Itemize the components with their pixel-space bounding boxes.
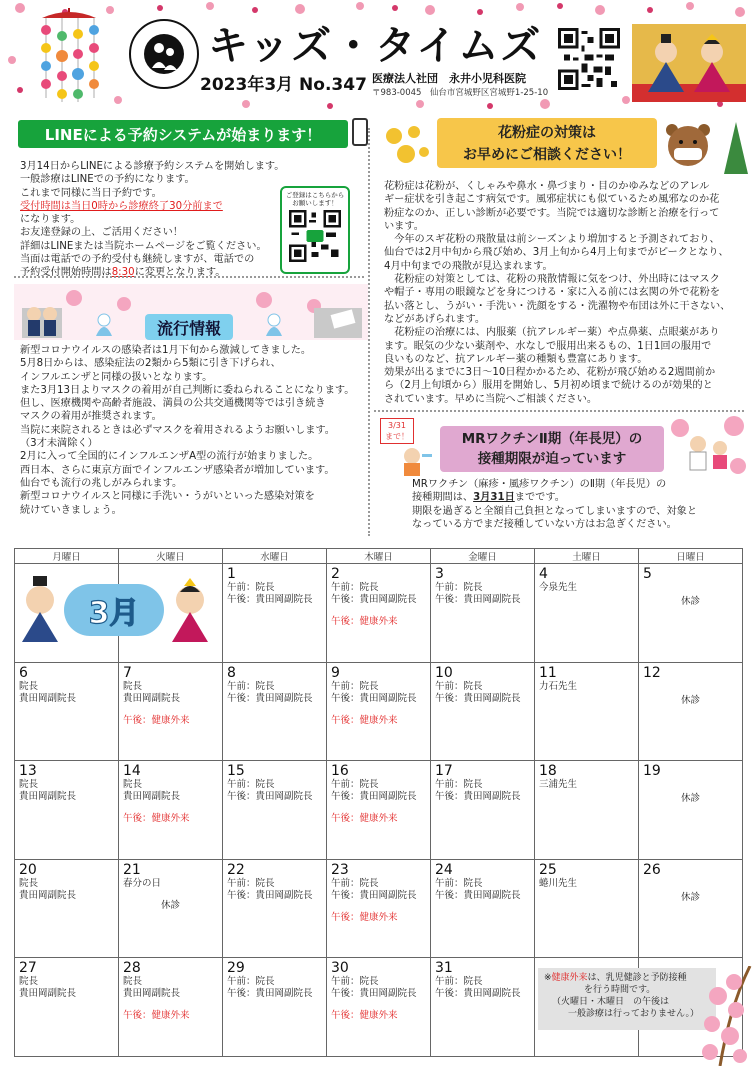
health-clinic-label: 午後：健康外来 [123, 1010, 190, 1022]
calendar-day-cell [535, 564, 639, 663]
calendar-day-cell [535, 761, 639, 860]
schedule-am: 午前：院長 [227, 582, 275, 593]
qr-caption: ご登録はこちらから お願いします！ [285, 191, 345, 207]
schedule-am: 院長 [19, 680, 39, 692]
health-clinic-label: 午後：健康外来 [331, 813, 398, 825]
calendar-day-cell [15, 859, 119, 958]
health-clinic-label: 午後：健康外来 [331, 1010, 398, 1022]
calendar-day-cell [223, 761, 327, 860]
closed-label: 休診 [680, 793, 700, 805]
note-line: を行う時間です。 [584, 985, 656, 995]
day-number: 11 [539, 664, 557, 681]
saturday-doctor: 力石先生 [539, 680, 578, 692]
line-text-line: 3月14日からLINEによる診療予約システムを開始します。 [20, 161, 285, 172]
line-qr-box[interactable] [280, 186, 350, 274]
calendar-day-cell [223, 564, 327, 663]
doctor-injection-illustration [668, 416, 748, 478]
cherry-blossom-illustration [690, 966, 752, 1066]
trend-text-line: 仙台でも流行の兆しがみられます。 [20, 477, 183, 489]
newsletter-title: キッズ・タイムズ [208, 23, 543, 69]
calendar-day-cell [15, 761, 119, 860]
weekday-header: 金曜日 [431, 549, 535, 564]
day-number: 17 [435, 763, 453, 780]
schedule-am: 午前：院長 [435, 877, 483, 889]
weekday-header: 水曜日 [223, 549, 327, 564]
schedule-am: 午前：院長 [435, 680, 483, 692]
month-label: 3月 [88, 596, 140, 631]
schedule-am: 院長 [19, 779, 39, 791]
trend-text-line: 新型コロナウイルスの感染者は1月下旬から激減してきました。 [20, 345, 312, 356]
schedule-am: 午前：院長 [331, 582, 379, 593]
trend-text-line: 当院に来院されるときは必ずマスクを着用されるようお願いします。 [20, 424, 335, 436]
day-number: 19 [643, 763, 661, 780]
calendar-day-cell [431, 859, 535, 958]
day-number: 27 [19, 960, 37, 977]
health-clinic-label: 午後：健康外来 [331, 714, 398, 726]
health-clinic-label: 午後：健康外来 [331, 616, 398, 627]
calendar-day-cell [327, 859, 431, 958]
hay-fever-text-line: ギー症状を引き起こす病気です。風邪症状にも似ているため風邪なのか花 [384, 194, 720, 206]
line-text-line: になります。 [20, 214, 81, 226]
schedule-pm: 午後：貴田岡副院長 [227, 889, 313, 901]
calendar-day-cell [223, 859, 327, 958]
calendar-day-cell [639, 761, 743, 860]
hay-fever-text-line: 4月中旬までの飛散が見込まれます。 [384, 260, 553, 272]
line-text-line: 当面は電話での予約受付も継続しますが、電話での [20, 254, 255, 266]
day-number: 18 [539, 763, 557, 780]
day-number: 5 [643, 566, 652, 582]
note-line: 一般診療は行っておりません。） [568, 1009, 700, 1019]
saturday-doctor: 三浦先生 [539, 779, 578, 791]
mr-period-suffix: までです。 [514, 492, 565, 504]
mr-deadline-date: 3月31日 [473, 492, 515, 504]
hina-dolls-illustration [630, 22, 748, 104]
schedule-am: 午前：院長 [331, 680, 379, 692]
mr-title-line: 接種期限が迫っています [477, 451, 627, 467]
schedule-pm: 貴田岡副院長 [19, 791, 77, 803]
day-number: 16 [331, 763, 349, 780]
trend-text-line: 新型コロナウイルスと同様に手洗い・うがいといった感染対策を [20, 491, 315, 503]
calendar-day-cell [431, 958, 535, 1057]
line-text-line: 一般診療はLINEでの予約になります。 [20, 174, 195, 186]
calendar-day-cell [535, 662, 639, 761]
schedule-pm: 午後：貴田岡副院長 [331, 594, 417, 605]
day-number: 23 [331, 861, 349, 878]
schedule-am: 午前：院長 [331, 779, 379, 791]
day-number: 25 [539, 861, 557, 878]
schedule-pm: 午後：貴田岡副院長 [435, 889, 521, 901]
trend-text-line: 2月に入って全国的にインフルエンザA型の流行が始まりました。 [20, 451, 319, 463]
day-number: 28 [123, 960, 141, 977]
phone-start-suffix: に変更となります。 [134, 267, 226, 279]
hanging-mobile-icon [32, 6, 106, 106]
hay-fever-text-line: 良いものなど、抗アレルギー薬の種類も豊富にあります。 [384, 353, 648, 365]
calendar-day-cell [15, 958, 119, 1057]
day-number: 29 [227, 960, 245, 977]
saturday-doctor: 蜷川先生 [539, 877, 578, 889]
note-text: は、乳児健診と予防接種 [587, 973, 687, 983]
day-number: 7 [123, 664, 132, 681]
schedule-pm: 午後：貴田岡副院長 [331, 791, 417, 803]
schedule-pm: 午後：貴田岡副院長 [227, 594, 313, 605]
schedule-pm: 午後：貴田岡副院長 [331, 988, 417, 1000]
mr-vaccine-text [412, 478, 697, 531]
schedule-pm: 午後：貴田岡副院長 [435, 988, 521, 1000]
mr-text-line [412, 491, 697, 504]
day-number: 1 [227, 566, 236, 582]
line-text-line: お友達登録の上、ご活用ください！ [20, 227, 183, 239]
schedule-pm: 貴田岡副院長 [19, 692, 77, 704]
calendar-week [15, 761, 743, 860]
calendar-day-cell [431, 761, 535, 860]
note-mark: ※ [544, 973, 552, 983]
weekday-header: 月曜日 [15, 549, 119, 564]
hay-fever-text-line: や帽子・専用の眼鏡などを身につける・家に入る前には玄関の外で花粉を [384, 287, 720, 299]
trend-text-line: （3才未満除く） [20, 438, 98, 450]
day-number: 22 [227, 861, 245, 878]
day-number: 31 [435, 960, 453, 977]
line-reservation-text [20, 160, 284, 280]
hay-fever-title-line: 花粉症の対策は [498, 125, 596, 141]
mr-period-label: 接種期間は、 [412, 492, 474, 504]
hay-fever-text-line: 花粉症の治療には、内服薬（抗アレルギー薬）や点鼻薬、点眼薬があり [384, 327, 720, 339]
trend-text-line: また3月13日よりマスクの着用が自己判断に委ねられることになります。 [20, 384, 355, 396]
day-number: 13 [19, 763, 37, 780]
clinic-address: 〒983-0045 仙台市宮城野区宮城野1-25-10 [372, 88, 549, 98]
schedule-am: 午前：院長 [227, 779, 275, 791]
calendar-day-cell [639, 662, 743, 761]
hay-fever-text-line: されています。早めに当院へご相談ください。 [384, 393, 598, 405]
schedule-am: 午前：院長 [435, 976, 483, 988]
column-divider [368, 128, 370, 536]
hay-fever-text-line: ら（2月上旬頃から）服用を開始し、5月初め頃まで続けるのが効果的と [384, 380, 713, 392]
saturday-doctor: 今泉先生 [539, 582, 578, 593]
mr-vaccine-heading [440, 426, 664, 472]
weekday-header: 木曜日 [327, 549, 431, 564]
schedule-am: 院長 [123, 976, 143, 988]
hay-fever-text-line: 粉症なのか、正しい診断が必要です。当院では適切な診断と治療を行って [384, 207, 720, 219]
trend-text-line: 5月8日からは、感染症法の2類から5類に引き下げられ、 [20, 358, 281, 370]
calendar-day-cell [327, 761, 431, 860]
clinic-name: 医療法人社団 永井小児科医院 [372, 72, 526, 85]
schedule-am: 午前：院長 [435, 779, 483, 791]
closed-label: 休診 [680, 891, 700, 903]
pollen-illustration [380, 118, 432, 170]
trend-info-heading: 流行情報 [145, 314, 233, 340]
hay-fever-text-line: ます。眠気の少ない薬剤や、水なしで服用出来るもの、1日1回の服用で [384, 340, 712, 352]
hay-fever-text [384, 180, 730, 406]
health-clinic-label: 午後：健康外来 [331, 911, 398, 923]
mr-text-line: MRワクチン（麻疹・風疹ワクチン）のⅡ期（年長児）の [412, 479, 667, 490]
day-number: 26 [643, 861, 661, 878]
section-divider [374, 410, 744, 412]
schedule-am: 午前：院長 [331, 877, 379, 889]
calendar-day-cell [327, 564, 431, 663]
calendar-day-cell [119, 662, 223, 761]
schedule-am: 院長 [123, 680, 143, 692]
calendar-day-cell [327, 662, 431, 761]
weekday-header: 日曜日 [639, 549, 743, 564]
hay-fever-title-line: お早めにご相談ください！ [463, 147, 631, 163]
phone-start-time: 8:30 [111, 267, 135, 279]
schedule-am: 院長 [123, 779, 143, 791]
calendar-day-cell [223, 662, 327, 761]
section-divider [14, 276, 364, 278]
closed-label: 休診 [680, 694, 700, 706]
reception-hours-highlight: 受付時間は当日0時から診療終了30分前まで [20, 200, 223, 212]
schedule-pm: 午後：貴田岡副院長 [331, 889, 417, 901]
schedule-pm: 貴田岡副院長 [123, 791, 181, 803]
schedule-am: 院長 [19, 877, 39, 889]
day-number: 15 [227, 763, 245, 780]
calendar-day-cell [431, 662, 535, 761]
day-number: 20 [19, 861, 37, 878]
weekday-header: 土曜日 [535, 549, 639, 564]
day-number: 12 [643, 664, 661, 681]
line-qr-code-icon[interactable] [289, 210, 341, 262]
deadline-badge: 3/31 まで！ [380, 418, 414, 444]
hay-fever-text-line: 今年のスギ花粉の飛散量は前シーズンより増加すると予測されており、 [384, 234, 720, 246]
vaccination-kid-illustration [390, 446, 434, 476]
day-number: 3 [435, 566, 444, 582]
day-number: 2 [331, 566, 340, 582]
line-text-line: これまで同様に当日予約です。 [20, 187, 162, 199]
trend-text-line: マスクの着用が推奨されます。 [20, 411, 162, 423]
schedule-pm: 貴田岡副院長 [19, 988, 77, 1000]
weekday-header: 火曜日 [119, 549, 223, 564]
smartphone-icon [352, 118, 368, 146]
calendar-day-cell [119, 958, 223, 1057]
day-number: 30 [331, 960, 349, 977]
line-text-line: 詳細はLINEまたは当院ホームページをご覧ください。 [20, 240, 267, 252]
holiday-name: 春分の日 [123, 877, 162, 889]
issue-number: 2023年3月 No.347 [200, 75, 367, 95]
schedule-pm: 貴田岡副院長 [123, 692, 181, 704]
hay-fever-text-line: 花粉症の対策としては、花粉の飛散情報に気をつけ、外出時にはマスク [384, 274, 720, 286]
calendar-day-cell [119, 859, 223, 958]
health-clinic-label: 午後：健康外来 [123, 813, 190, 825]
weekday-header-row [15, 549, 743, 564]
hay-fever-text-line: 仙台では2月中旬から飛び始め、3月上旬から4月上旬までがピークとなり、 [384, 247, 729, 259]
schedule-pm: 午後：貴田岡副院長 [331, 692, 417, 704]
schedule-pm: 午後：貴田岡副院長 [435, 692, 521, 704]
calendar-day-cell [431, 564, 535, 663]
day-number: 9 [331, 664, 340, 681]
calendar-week [15, 859, 743, 958]
day-number: 10 [435, 664, 453, 681]
mr-text-line: なっている方でまだ接種していない方はお急ぎください。 [412, 518, 677, 530]
calendar-day-cell [639, 859, 743, 958]
hay-fever-text-line: 花粉症は花粉が、くしゃみや鼻水・鼻づまり・目のかゆみなどのアレル [384, 181, 710, 192]
note-highlight: 健康外来 [551, 973, 588, 983]
day-number: 4 [539, 566, 548, 582]
schedule-pm: 貴田岡副院長 [123, 988, 181, 1000]
schedule-am: 午前：院長 [227, 680, 275, 692]
calendar-day-cell [15, 662, 119, 761]
schedule-am: 午前：院長 [331, 976, 379, 988]
schedule-pm: 貴田岡副院長 [19, 889, 77, 901]
phone-start-label: 予約受付開始時間は [20, 267, 112, 279]
schedule-pm: 午後：貴田岡副院長 [435, 594, 521, 605]
calendar-week [15, 662, 743, 761]
hay-fever-text-line: などがあげられます。 [384, 313, 486, 325]
calendar-day-cell [535, 859, 639, 958]
trend-text-line: 西日本、さらに東京方面でインフルエンザ感染者が増加しています。 [20, 464, 335, 476]
day-number: 24 [435, 861, 453, 878]
day-number: 14 [123, 763, 141, 780]
closed-label: 休診 [160, 899, 180, 911]
calendar-day-cell [327, 958, 431, 1057]
note-line: （火曜日・木曜日 の午後は [552, 997, 670, 1007]
schedule-am: 午前：院長 [227, 976, 275, 988]
day-number: 8 [227, 664, 236, 681]
schedule-am: 午前：院長 [435, 582, 483, 593]
calendar-day-cell [119, 761, 223, 860]
bear-with-mask-illustration [660, 118, 750, 176]
day-number: 21 [123, 861, 141, 878]
march-month-badge [20, 566, 210, 646]
qr-code-icon[interactable] [558, 28, 620, 90]
note-line [544, 972, 710, 984]
trend-text-line: 但し、医療機関や高齢者施設、満員の公共交通機関等では引き続き [20, 398, 326, 410]
clinic-logo [128, 18, 200, 90]
day-number: 6 [19, 664, 28, 681]
trend-text-line: インフルエンザと同様の扱いとなります。 [20, 371, 213, 383]
calendar-day-cell [639, 564, 743, 663]
schedule-pm: 午後：貴田岡副院長 [227, 988, 313, 1000]
hay-fever-text-line: 効果が出るまでに3日〜10日程かかるため、花粉が飛び始める2週間前か [384, 367, 716, 379]
line-reservation-heading: LINEによる予約システムが始まります！ [18, 120, 348, 148]
schedule-pm: 午後：貴田岡副院長 [227, 791, 313, 803]
schedule-am: 院長 [19, 976, 39, 988]
hay-fever-text-line: います。 [384, 220, 424, 232]
calendar-day-cell [223, 958, 327, 1057]
closed-label: 休診 [680, 596, 700, 607]
trend-info-text [20, 344, 354, 517]
mr-title-line: MRワクチンⅡ期（年長児）の [461, 431, 643, 447]
hay-fever-text-line: 払い落とし、うがい・手洗い・洗顔をする・洗濯物や布団は外に干さない、 [384, 300, 731, 312]
schedule-pm: 午後：貴田岡副院長 [435, 791, 521, 803]
schedule-pm: 午後：貴田岡副院長 [227, 692, 313, 704]
newsletter-header [0, 0, 755, 112]
schedule-am: 午前：院長 [227, 877, 275, 889]
health-clinic-label: 午後：健康外来 [123, 714, 190, 726]
mr-text-line: 期限を過ぎると全額自己負担となってしまいますので、対象と [412, 505, 698, 517]
trend-text-line: 続けていきましょう。 [20, 504, 122, 516]
hay-fever-heading [437, 118, 657, 168]
